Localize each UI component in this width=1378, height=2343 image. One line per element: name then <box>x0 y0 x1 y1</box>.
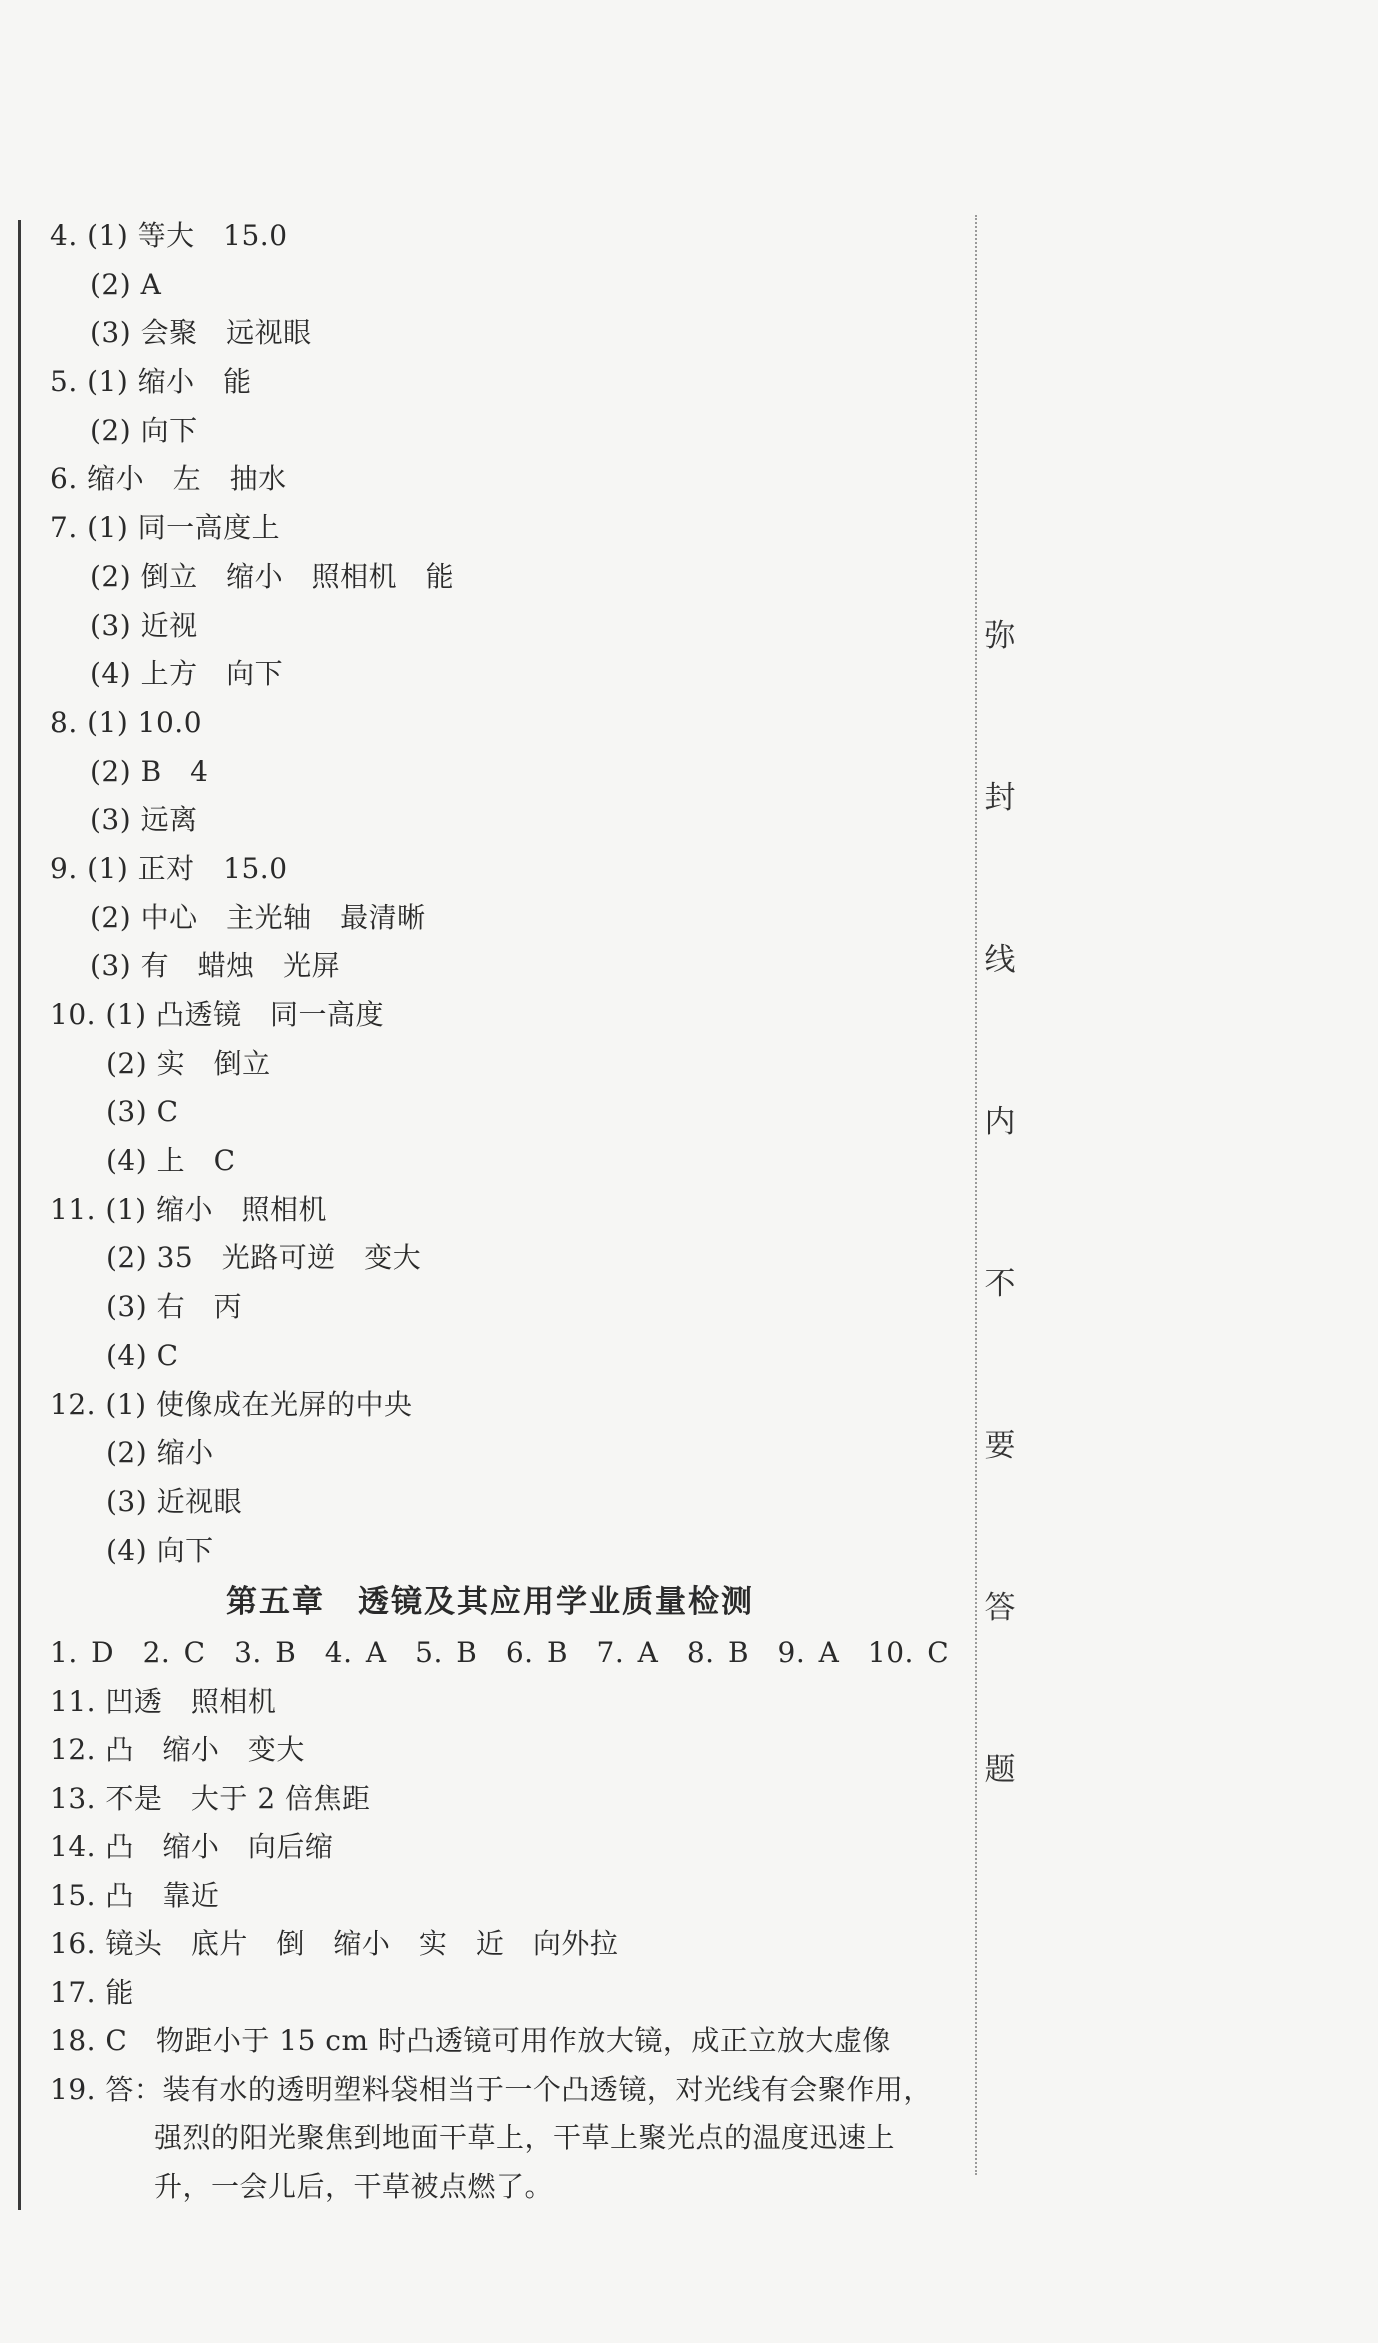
answer-line: 10. (1) 凸透镜 同一高度 <box>50 998 384 1031</box>
answer-line: (3) 有 蜡烛 光屏 <box>90 949 341 983</box>
answers-part-1 <box>50 212 970 1575</box>
answer-line: 强烈的阳光聚焦到地面干草上，干草上聚光点的温度迅速上 <box>154 2121 896 2155</box>
answer-line: (4) 向下 <box>106 1533 214 1567</box>
answer-line: 升，一会儿后，干草被点燃了。 <box>154 2169 554 2203</box>
answer-line: 6. 缩小 左 抽水 <box>50 462 287 496</box>
answer-line: (3) 近视眼 <box>106 1484 243 1518</box>
answer-line: 11. 凹透 照相机 <box>50 1684 277 1718</box>
answer-line: 16. 镜头 底片 倒 缩小 实 近 向外拉 <box>50 1927 619 1961</box>
answer-line: 4. (1) 等大 15.0 <box>50 219 288 252</box>
answer-line: 12. 凸 缩小 变大 <box>50 1733 305 1767</box>
answer-line: (4) 上方 向下 <box>90 657 284 691</box>
answer-line: 14. 凸 缩小 向后缩 <box>50 1830 334 1864</box>
answer-line: (2) A <box>90 267 162 301</box>
answer-line: 11. (1) 缩小 照相机 <box>50 1192 327 1226</box>
seal-char: 弥 <box>984 618 1016 654</box>
seal-notice <box>980 610 1020 1906</box>
seal-char: 封 <box>984 780 1016 816</box>
seal-char: 不 <box>984 1266 1016 1302</box>
seal-char: 题 <box>984 1752 1016 1788</box>
answer-line: 13. 不是 大于 2 倍焦距 <box>50 1781 371 1815</box>
answer-line: (2) 倒立 缩小 照相机 能 <box>90 559 455 593</box>
answer-line: (4) C <box>106 1338 179 1372</box>
answer-line: (2) 缩小 <box>106 1436 214 1470</box>
answer-line: (4) 上 C <box>106 1144 236 1178</box>
seal-dotted-line <box>975 215 977 2175</box>
answer-line: 8. (1) 10.0 <box>50 705 203 739</box>
answer-line: (3) 会聚 远视眼 <box>90 316 312 350</box>
answer-line: (3) 远离 <box>90 803 198 837</box>
answers-part-2 <box>50 1629 970 2211</box>
answer-line: (3) 右 丙 <box>106 1290 243 1324</box>
answer-line: (2) 向下 <box>90 413 198 447</box>
answer-line: 18. C 物距小于 15 cm 时凸透镜可用作放大镜，成正立放大虚像 <box>50 2024 891 2058</box>
answer-line: 19. 答：装有水的透明塑料袋相当于一个凸透镜，对光线有会聚作用， <box>50 2072 932 2106</box>
answer-line: (3) 近视 <box>90 608 198 642</box>
answer-line: (2) 中心 主光轴 最清晰 <box>90 900 426 934</box>
answer-line: 17. 能 <box>50 1975 134 2009</box>
binding-edge-line <box>18 220 21 2210</box>
answer-line: 12. (1) 使像成在光屏的中央 <box>50 1387 413 1421</box>
chapter-title: 第五章 透镜及其应用学业质量检测 <box>226 1584 754 1621</box>
answer-line: 7. (1) 同一高度上 <box>50 511 281 545</box>
answer-line: 5. (1) 缩小 能 <box>50 365 252 399</box>
seal-char: 线 <box>984 942 1016 978</box>
seal-char: 答 <box>984 1590 1016 1626</box>
seal-char: 内 <box>984 1104 1016 1140</box>
answer-list <box>50 212 970 2211</box>
answer-line: 9. (1) 正对 15.0 <box>50 851 288 885</box>
answer-line: (2) 实 倒立 <box>106 1046 271 1080</box>
answer-line: (2) 35 光路可逆 变大 <box>106 1241 422 1275</box>
answer-line: 15. 凸 靠近 <box>50 1878 220 1912</box>
answer-line: (3) C <box>106 1095 179 1129</box>
answer-line: 1. D 2. C 3. B 4. A 5. B 6. B 7. A 8. B 9. A 10. C <box>50 1636 950 1670</box>
seal-char: 要 <box>984 1428 1016 1464</box>
answer-line: (2) B 4 <box>90 754 209 788</box>
